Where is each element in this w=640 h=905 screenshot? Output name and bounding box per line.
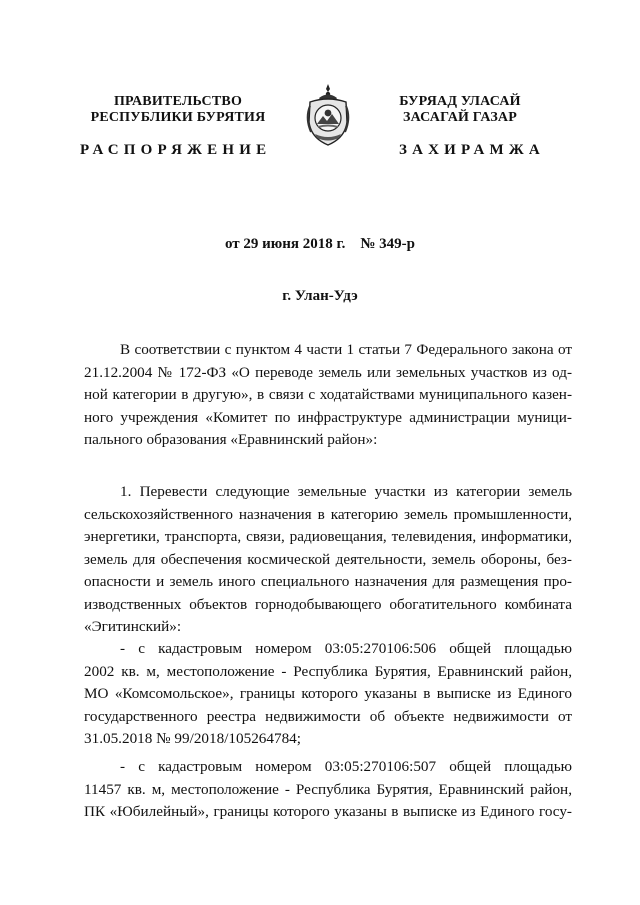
text-line: изводственных объектов горнодобывающего обогатительного комбината [84, 595, 572, 613]
text-line: - с кадастровым номером 03:05:270106:507 общей площадью [120, 758, 572, 775]
text-line: - с кадастровым номером 03:05:270106:506 общей площадью [120, 640, 572, 657]
text-line: сельскохозяйственного назначения в категорию земель промышленности, [84, 505, 572, 523]
header-right-line-2: ЗАСАГАЙ ГАЗАР [402, 110, 517, 125]
text-line: энергетики, транспорта, связи, радиовещания, телевидения, информатики, [84, 528, 572, 545]
text-line: В соответствии с пунктом 4 части 1 статьи 7 Федерального закона от [120, 341, 572, 358]
text-line: МО «Комсомольское», границы которого указаны в выписке из Единого [84, 685, 572, 702]
coat-of-arms-icon [301, 82, 355, 148]
preamble-paragraph [84, 339, 572, 452]
text-line: 1. Перевести следующие земельные участки из категории земель [120, 483, 572, 500]
text-line: пального образования «Еравнинский район»: [84, 431, 378, 448]
government-name-buryat [370, 94, 550, 126]
document-city: г. Улан-Удэ [282, 288, 358, 304]
text-line: 2002 кв. м, местоположение - Республика Бурятия, Еравнинский район, [84, 662, 572, 680]
header-right-line-1: БУРЯАД УЛАСАЙ [399, 94, 521, 109]
order-title-buryat: ЗАХИРАМЖА [399, 142, 545, 158]
text-line: ного учреждения «Комитет по инфраструктуре администрации муници- [84, 408, 572, 426]
text-line: государственного реестра недвижимости об объекте недвижимости от [84, 707, 572, 725]
text-line: 11457 кв. м, местоположение - Республика Бурятия, Еравнинский район, [84, 780, 572, 798]
header-left-line-2: РЕСПУБЛИКИ БУРЯТИЯ [90, 110, 266, 125]
order-title-russian: РАСПОРЯЖЕНИЕ [80, 142, 272, 158]
item-1-paragraph [84, 481, 572, 639]
text-line: земель для обеспечения космической деятельности, земель обороны, без- [84, 550, 572, 568]
header-left-line-1: ПРАВИТЕЛЬСТВО [113, 94, 243, 109]
document-date-number: от 29 июня 2018 г. № 349-р [224, 236, 416, 252]
text-line: «Эгитинский»: [84, 618, 182, 635]
text-line: 21.12.2004 № 172-ФЗ «О переводе земель или земельных участков из од- [84, 363, 572, 381]
text-line: опасности и земель иного специального назначения для размещения про- [84, 573, 572, 590]
text-line: 31.05.2018 № 99/2018/105264784; [84, 730, 301, 747]
sub-item-1-paragraph [84, 638, 572, 751]
text-line: ной категории в другую», в связи с ходатайствами муниципального казен- [84, 386, 572, 403]
sub-item-2-paragraph [84, 756, 572, 824]
text-line: ПК «Юбилейный», границы которого указаны в выписке из Единого госу- [84, 803, 572, 820]
government-name-russian [78, 94, 278, 126]
